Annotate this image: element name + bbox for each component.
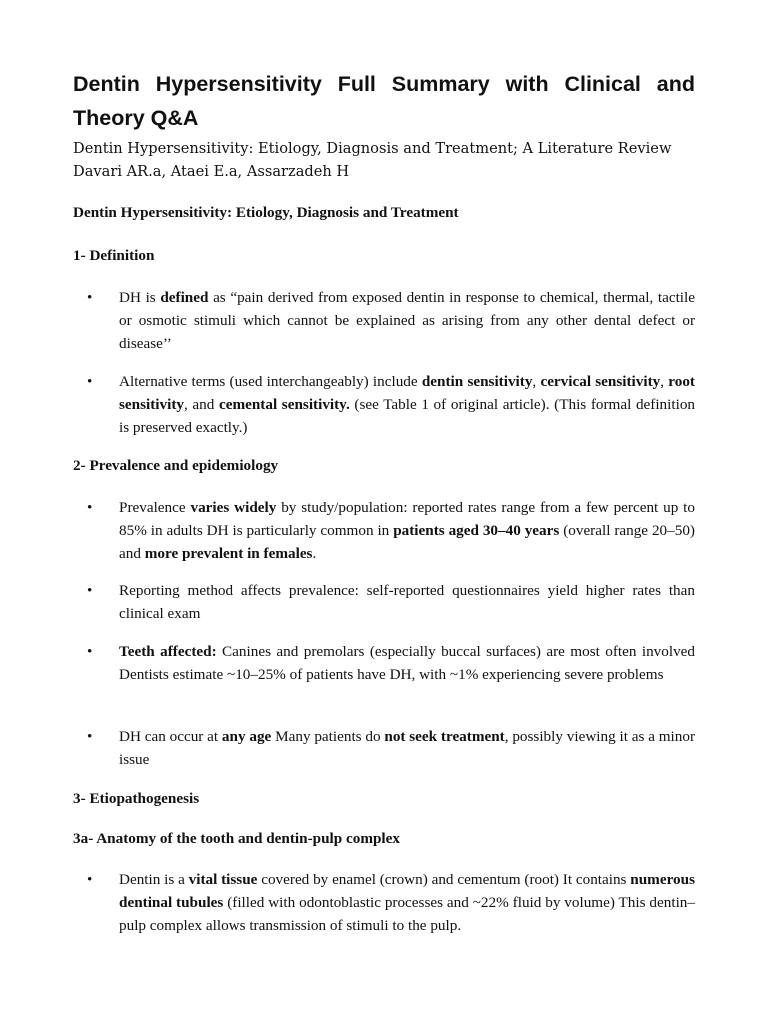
section-heading-main: Dentin Hypersensitivity: Etiology, Diagnosis and Treatment — [73, 204, 459, 221]
bullet-glyph: • — [87, 643, 93, 660]
list-item-text: Teeth affected: Canines and premolars (especially buccal surfaces) are most often involved Dentists estimate ~10–25% of patients have DH, with ~1% experiencing severe problems — [119, 643, 696, 683]
bullet-glyph: • — [87, 582, 93, 599]
bullet-glyph: • — [87, 289, 93, 306]
emphasis-text: Teeth affected: — [119, 643, 217, 660]
list-item-text: Prevalence varies widely by study/population: reported rates range from a few percent up to 85% in adults DH is particularly common in patients aged 30–40 years (overall range 20–50) and more prevalent in females. — [119, 499, 695, 562]
emphasis-text: numerous dentinal tubules — [119, 871, 695, 911]
subsection-heading-anatomy: 3a- Anatomy of the tooth and dentin-pulp complex — [73, 830, 400, 847]
list-item — [73, 286, 695, 355]
emphasis-text: cemental sensitivity. — [218, 396, 350, 413]
emphasis-text: not seek treatment — [384, 728, 505, 745]
section-heading-prevalence: 2- Prevalence and epidemiology — [73, 457, 279, 474]
emphasis-text: dentin sensitivity — [421, 373, 533, 390]
article-reference — [73, 137, 671, 183]
emphasis-text: defined — [160, 289, 209, 306]
emphasis-text: root sensitivity — [119, 373, 695, 413]
article-authors: Davari AR.a, Ataei E.a, Assarzadeh H — [73, 163, 350, 180]
list-item-text: DH can occur at any age Many patients do not seek treatment, possibly viewing it as a minor issue — [119, 728, 696, 768]
list-item — [73, 725, 695, 771]
list-item-text: Alternative terms (used interchangeably) include dentin sensitivity, cervical sensitivity, root sensitivity, and cemental sensitivity. (see Table 1 of original article). (This formal definition is preserved exactly.) — [119, 373, 696, 436]
list-item — [73, 868, 695, 937]
emphasis-text: patients aged 30–40 years — [393, 522, 560, 539]
emphasis-text: cervical sensitivity — [540, 373, 661, 390]
emphasis-text: varies widely — [190, 499, 277, 516]
list-item-text: Dentin is a vital tissue covered by enamel (crown) and cementum (root) It contains numerous dentinal tubules (filled with odontoblastic processes and ~22% fluid by volume) This dentin–pulp complex allows transmission of stimuli to the pulp. — [119, 871, 695, 934]
list-item-text: Reporting method affects prevalence: self-reported questionnaires yield higher rates than clinical exam — [119, 582, 695, 622]
bullet-glyph: • — [87, 373, 93, 390]
list-item-text: DH is defined as “pain derived from exposed dentin in response to chemical, thermal, tactile or osmotic stimuli which cannot be explained as arising from any other dental defect or disease’’ — [119, 289, 695, 352]
article-title: Dentin Hypersensitivity: Etiology, Diagnosis and Treatment; A Literature Review — [73, 140, 672, 157]
list-item — [73, 579, 695, 625]
list-item — [73, 496, 695, 565]
document-title: Dentin Hypersensitivity Full Summary with Clinical and Theory Q&A — [73, 72, 695, 130]
section-heading-etiopathogenesis: 3- Etiopathogenesis — [73, 790, 200, 807]
section-heading-definition: 1- Definition — [73, 247, 155, 264]
emphasis-text: more prevalent in females — [144, 545, 313, 562]
emphasis-text: vital tissue — [188, 871, 258, 888]
list-item — [73, 370, 695, 439]
list-item — [73, 640, 695, 686]
emphasis-text: any age — [221, 728, 272, 745]
bullet-glyph: • — [87, 499, 93, 516]
bullet-glyph: • — [87, 728, 93, 745]
bullet-glyph: • — [87, 871, 93, 888]
